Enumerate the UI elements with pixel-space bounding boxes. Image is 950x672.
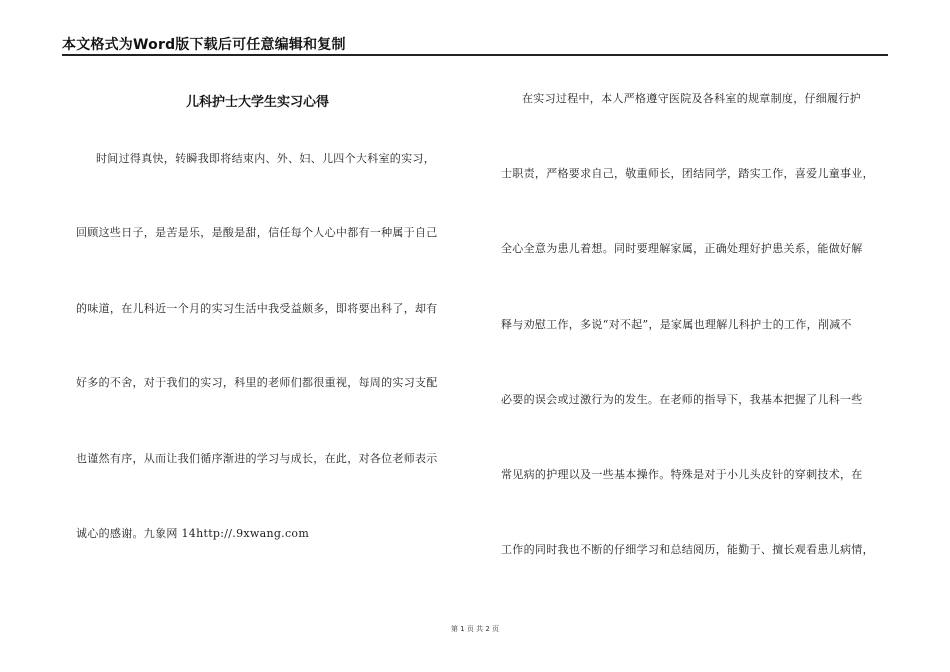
right-paragraph-line: 在实习过程中，本人严格遵守医院及各科室的规章制度，仔细履行护	[522, 92, 861, 105]
right-paragraph-line: 工作的同时我也不断的仔细学习和总结阅历，能勤于、擅长观看患儿病情，	[501, 543, 874, 556]
document-banner: 本文格式为Word版下载后可任意编辑和复制	[62, 37, 346, 53]
right-paragraph-line: 常见病的护理以及一些基本操作。特殊是对于小儿头皮针的穿刺技术，在	[501, 468, 863, 481]
left-paragraph-line: 好多的不舍，对于我们的实习，科里的老师们都很重视，每周的实习支配	[76, 376, 438, 389]
document-title: 儿科护士大学生实习心得	[186, 95, 330, 110]
left-paragraph-line: 诚心的感谢。九象网 14http://.9xwang.com	[76, 527, 310, 540]
right-paragraph-line: 士职责，严格要求自己，敬重师长，团结同学，踏实工作，喜爱儿童事业，	[501, 167, 874, 180]
page-number: 第 1 页 共 2 页	[450, 625, 500, 633]
left-paragraph-line: 的味道，在儿科近一个月的实习生活中我受益颇多，即将要出科了，却有	[76, 302, 438, 315]
left-paragraph-line: 时间过得真快，转瞬我即将结束内、外、妇、儿四个大科室的实习，	[96, 152, 435, 165]
header-divider	[62, 54, 888, 56]
right-paragraph-line: 释与劝慰工作，多说“对不起”，是家属也理解儿科护士的工作，削减不	[501, 318, 852, 331]
right-paragraph-line: 必要的误会或过激行为的发生。在老师的指导下，我基本把握了儿科一些	[501, 393, 863, 406]
left-paragraph-line: 回顾这些日子，是苦是乐，是酸是甜，信任每个人心中都有一种属于自己	[76, 226, 438, 239]
right-paragraph-line: 全心全意为患儿着想。同时要理解家属，正确处理好护患关系，能做好解	[501, 242, 863, 255]
left-paragraph-line: 也谨然有序，从而让我们循序渐进的学习与成长，在此，对各位老师表示	[76, 452, 438, 465]
